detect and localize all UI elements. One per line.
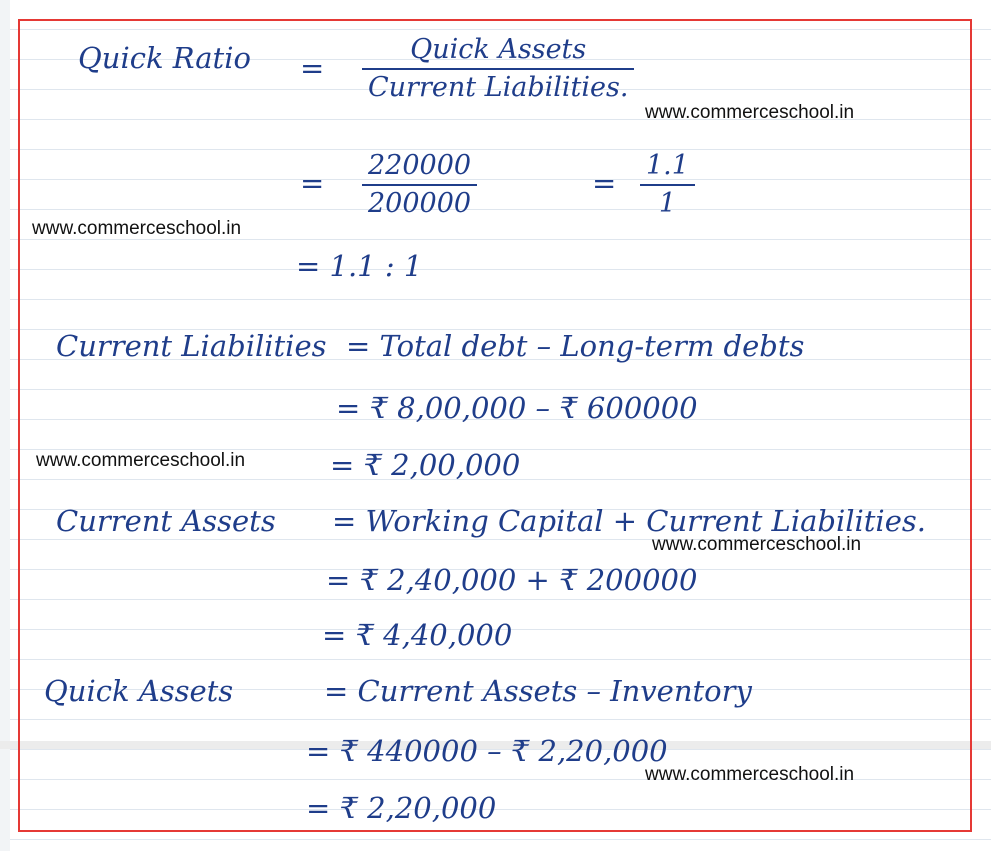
current-liabilities-formula: = Total debt – Long-term debts bbox=[346, 329, 805, 363]
quick-ratio-label: Quick Ratio bbox=[78, 41, 251, 75]
watermark-3: www.commerceschool.in bbox=[36, 450, 246, 471]
simplified-denominator: 1 bbox=[658, 188, 677, 219]
quick-ratio-step-equals-2: = bbox=[592, 166, 617, 200]
simplified-numerator: 1.1 bbox=[646, 150, 689, 181]
current-assets-step-2: = ₹ 4,40,000 bbox=[322, 618, 513, 652]
quick-assets-label: Quick Assets bbox=[44, 674, 234, 708]
current-liabilities-step-2: = ₹ 2,00,000 bbox=[330, 448, 521, 482]
formula-denominator: Current Liabilities. bbox=[368, 72, 629, 103]
quick-ratio-value-fraction bbox=[362, 150, 477, 220]
current-liabilities-step-1: = ₹ 8,00,000 – ₹ 600000 bbox=[336, 391, 698, 425]
current-liabilities-label: Current Liabilities bbox=[56, 329, 327, 363]
quick-ratio-simplified-fraction bbox=[640, 150, 695, 220]
watermark-4: www.commerceschool.in bbox=[652, 534, 862, 555]
formula-numerator: Quick Assets bbox=[410, 34, 587, 65]
current-assets-formula: = Working Capital + Current Liabilities. bbox=[332, 504, 926, 538]
watermark-2: www.commerceschool.in bbox=[32, 218, 242, 239]
page-margin bbox=[0, 0, 10, 851]
quick-ratio-result: = 1.1 : 1 bbox=[296, 249, 423, 283]
value-numerator: 220000 bbox=[368, 150, 472, 181]
quick-ratio-step-equals: = bbox=[300, 166, 325, 200]
current-assets-label: Current Assets bbox=[56, 504, 276, 538]
quick-assets-step-2: = ₹ 2,20,000 bbox=[306, 791, 497, 825]
current-assets-step-1: = ₹ 2,40,000 + ₹ 200000 bbox=[326, 563, 698, 597]
watermark-1: www.commerceschool.in bbox=[645, 102, 855, 123]
watermark-5: www.commerceschool.in bbox=[645, 764, 855, 785]
quick-ratio-formula-fraction bbox=[362, 34, 634, 104]
quick-ratio-equals: = bbox=[300, 51, 325, 85]
value-denominator: 200000 bbox=[368, 188, 472, 219]
quick-assets-formula: = Current Assets – Inventory bbox=[324, 674, 752, 708]
quick-assets-step-1: = ₹ 440000 – ₹ 2,20,000 bbox=[306, 734, 668, 768]
